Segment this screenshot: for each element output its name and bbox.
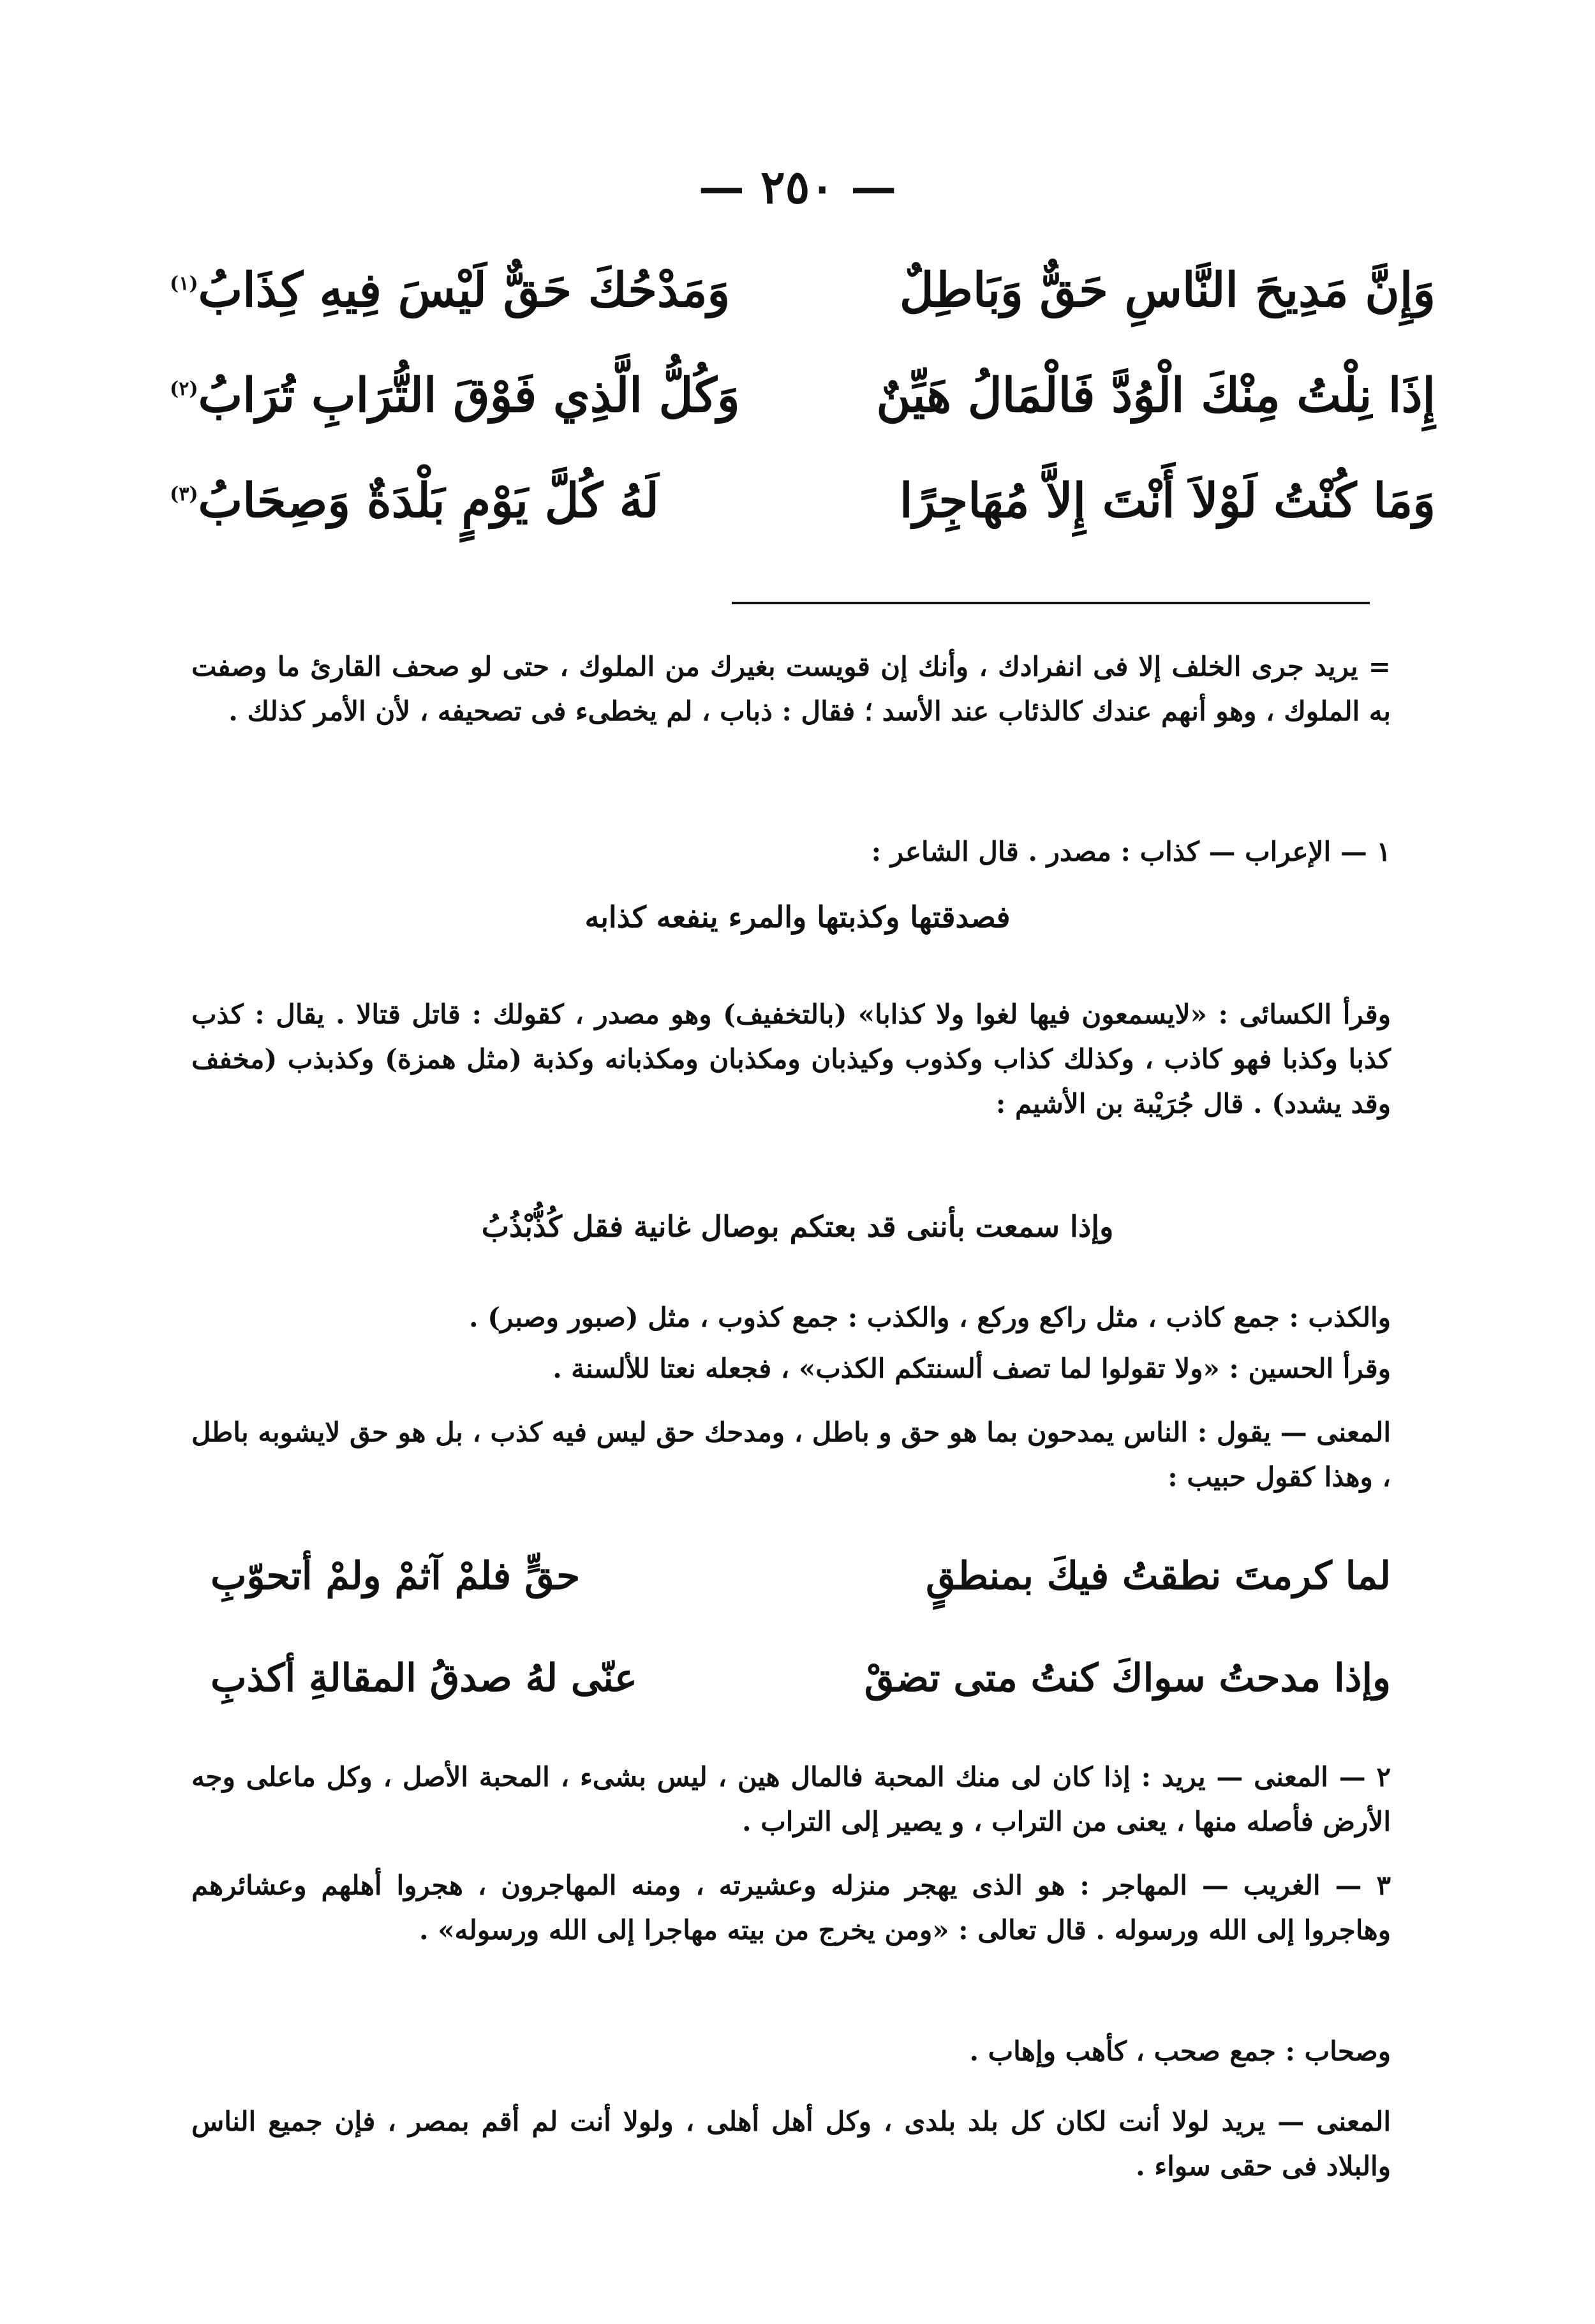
page-number: — ٢٥٠ — bbox=[698, 160, 897, 214]
quoted-verse-second: حقٍّ فلمْ آثمْ ولمْ أتحوّبِ bbox=[211, 1554, 581, 1598]
commentary-paragraph: ١ — الإعراب — كذاب : مصدر . قال الشاعر : bbox=[871, 836, 1391, 867]
footnote-ref: (٣) bbox=[170, 483, 198, 506]
commentary-paragraph: والكذب : جمع كاذب ، مثل راكع وركع ، والكذب : جمع كذوب ، مثل (صبور وصبر) . bbox=[468, 1302, 1391, 1333]
quoted-verse: فصدقتها وكذبتها والمرء ينفعه كذابه bbox=[584, 900, 1011, 934]
verse-second-hemistich: وَمَدْحُكَ حَقٌّ لَيْسَ فِيهِ كِذَابُ$^{(١)}$ bbox=[170, 263, 731, 318]
quoted-verse-first: وإذا مدحتُ سواكَ كنتُ متى تضقْ bbox=[864, 1656, 1391, 1701]
verse-line bbox=[166, 249, 1436, 332]
verse-first-hemistich: وَإِنَّ مَدِيحَ النَّاسِ حَقٌّ وَبَاطِلٌ bbox=[899, 263, 1436, 318]
quoted-verse: وإذا سمعت بأننى قد بعتكم بوصال غانية فقل كُذُّبْذُبُ bbox=[481, 1209, 1114, 1244]
quoted-verse-second: عنّى لهُ صدقُ المقالةِ أكذبِ bbox=[211, 1656, 637, 1701]
verse-second-hemistich: وَكُلُّ الَّذِي فَوْقَ التُّرَابِ تُرَابُ$^{(٢)}$ bbox=[170, 368, 740, 423]
verse-line bbox=[166, 459, 1436, 542]
verse-second-hemistich: لَهُ كُلَّ يَوْمٍ بَلْدَةٌ وَصِحَابُ$^{(٣)}$ bbox=[170, 473, 659, 528]
footnote-ref: (٢) bbox=[170, 378, 198, 401]
quoted-verse-first: لما كرمتَ نطقتُ فيكَ بمنطقٍ bbox=[926, 1554, 1391, 1598]
commentary-paragraph: وصحاب : جمع صحب ، كأهب وإهاب . bbox=[969, 2036, 1391, 2067]
verse-first-hemistich: وَمَا كُنْتُ لَوْلاَ أَنْتَ إِلاَّ مُهَاجِرًا bbox=[900, 473, 1436, 528]
commentary-paragraph: وقرأ الحسين : «ولا تقولوا لما تصف ألسنتكم الكذب» ، فجعله نعتا للألسنة . bbox=[553, 1353, 1391, 1384]
verse-first-hemistich: إِذَا نِلْتُ مِنْكَ الْوُدَّ فَالْمَالُ هَيِّنٌ bbox=[876, 368, 1436, 423]
quoted-verse bbox=[211, 1554, 1391, 1598]
verse-line bbox=[166, 354, 1436, 437]
commentary-paragraph: المعنى — يقول : الناس يمدحون بما هو حق و باطل ، ومدحك حق ليس فيه كذب ، بل هو حق لايشوبه باطل ، وهذا كقول حبيب : bbox=[191, 1417, 1391, 1493]
quoted-verse bbox=[211, 1656, 1391, 1701]
commentary-paragraph: المعنى — يريد لولا أنت لكان كل بلد بلدى ، وكل أهل أهلى ، ولولا أنت لم أقم بمصر ، فإن جميع الناس والبلاد فى حقى سواء . bbox=[191, 2106, 1391, 2182]
commentary-paragraph: وقرأ الكسائى : «لايسمعون فيها لغوا ولا كذابا» (بالتخفيف) وهو مصدر ، كقولك : قاتل قتالا . يقال : كذب كذبا وكذبا فهو كاذب ، وكذلك كذاب وكذوب وكيذبان ومكذبان ومكذبانه وكذبة (مثل همزة) وكذبذب (مخفف وقد يشدد) . قال جُرَيْبة بن الأشيم : bbox=[191, 999, 1391, 1119]
commentary-paragraph: = يريد جرى الخلف إلا فى انفرادك ، وأنك إن قويست بغيرك من الملوك ، حتى لو صحف القارئ ما وصفت به الملوك ، وهو أنهم عندك كالذئاب عند الأسد ؛ فقال : ذباب ، لم يخطىء فى تصحيفه ، لأن الأمر كذلك . bbox=[191, 651, 1391, 727]
footnote-ref: (١) bbox=[170, 272, 198, 295]
commentary-paragraph: ٢ — المعنى — يريد : إذا كان لى منك المحبة فالمال هين ، ليس بشىء ، المحبة الأصل ، وكل ماعلى وجه الأرض فأصله منها ، يعنى من التراب ، و يصير إلى التراب . bbox=[191, 1761, 1391, 1837]
commentary-paragraph: ٣ — الغريب — المهاجر : هو الذى يهجر منزله وعشيرته ، ومنه المهاجرون ، هجروا أهلهم وعشائرهم وهاجروا إلى الله ورسوله . قال تعالى : «ومن يخرج من بيته مهاجرا إلى الله ورسوله» . bbox=[191, 1870, 1391, 1946]
footnote-separator bbox=[732, 602, 1370, 604]
